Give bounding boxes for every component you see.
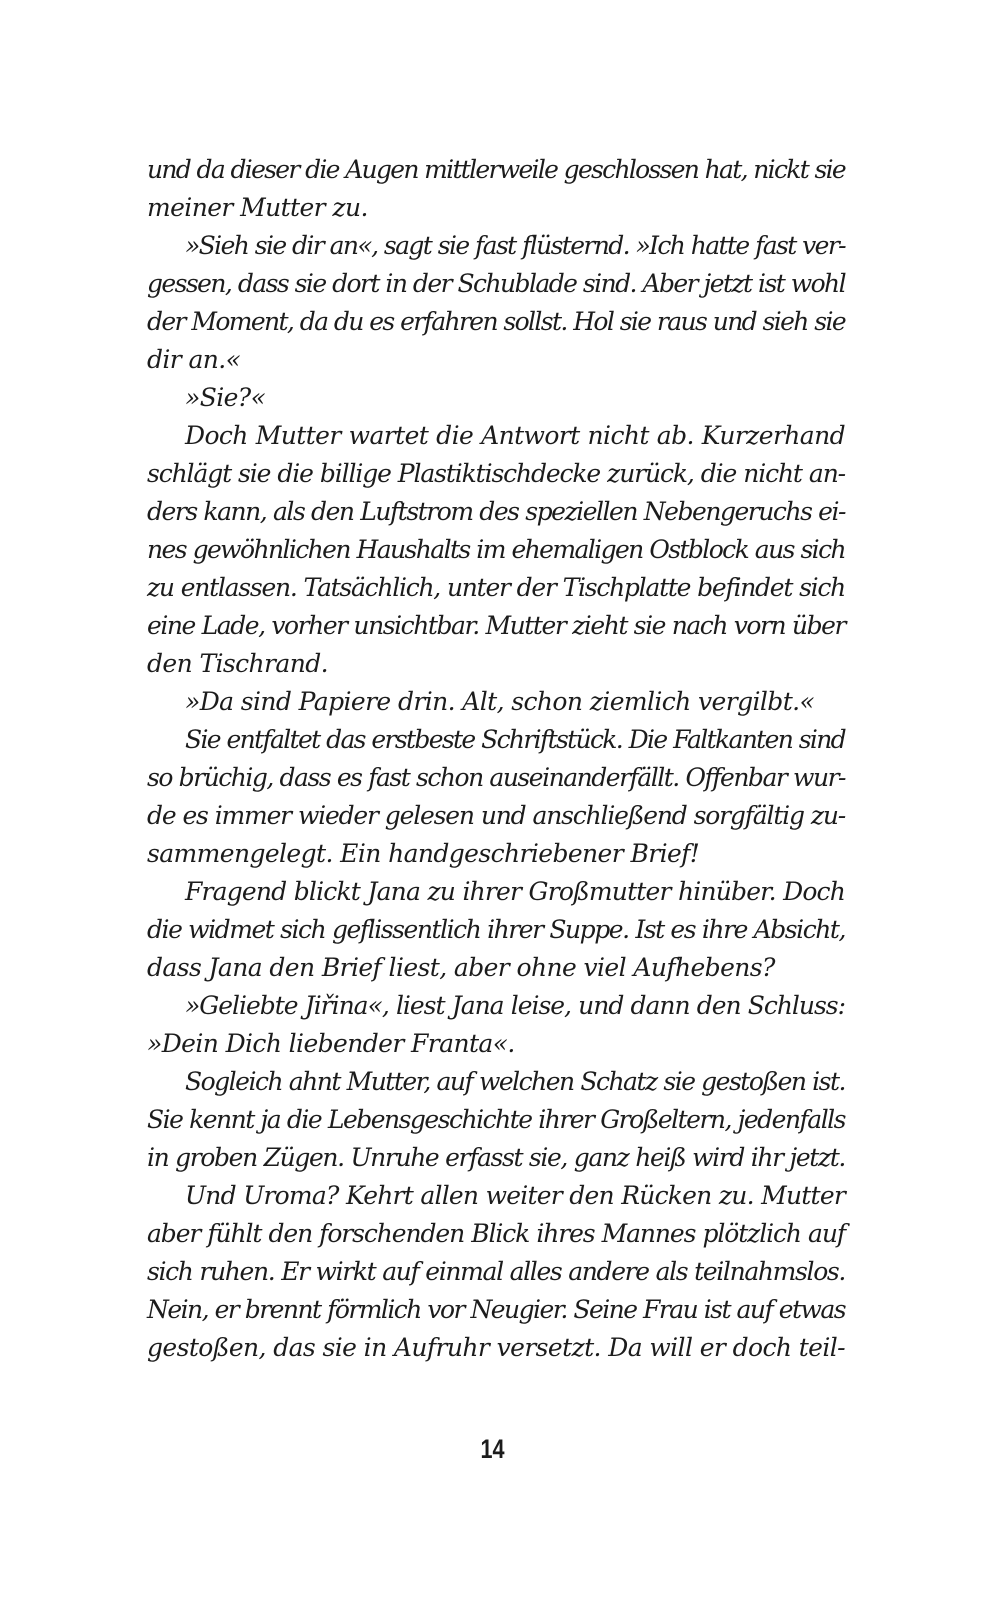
- text-line: »Dein Dich liebender Franta«.: [147, 1029, 515, 1058]
- text-line: dir an.«: [147, 345, 241, 374]
- text-line: so brüchig, dass es fast schon auseinanderfällt. Offenbar wur-: [147, 763, 845, 792]
- page-number: 14: [480, 1434, 505, 1464]
- text-line: Sogleich ahnt Mutter, auf welchen Schatz sie gestoßen ist.: [185, 1067, 845, 1096]
- text-line: schlägt sie die billige Plastiktischdecke zurück, die nicht an-: [147, 459, 845, 488]
- text-line: Und Uroma? Kehrt allen weiter den Rücken zu. Mutter: [185, 1181, 845, 1210]
- text-line: der Moment, da du es erfahren sollst. Hol sie raus und sieh sie: [147, 307, 845, 336]
- text-line: »Geliebte Jiřina«, liest Jana leise, und dann den Schluss:: [185, 991, 845, 1020]
- text-line: aber fühlt den forschenden Blick ihres Mannes plötzlich auf: [147, 1219, 845, 1248]
- text-line: Sie kennt ja die Lebensgeschichte ihrer Großeltern, jedenfalls: [147, 1105, 845, 1134]
- text-line: de es immer wieder gelesen und anschließend sorgfältig zu-: [147, 801, 845, 830]
- text-line: »Da sind Papiere drin. Alt, schon ziemlich vergilbt.«: [185, 687, 815, 716]
- text-line: »Sieh sie dir an«, sagt sie fast flüsternd. »Ich hatte fast ver-: [185, 231, 845, 260]
- text-line: Sie entfaltet das erstbeste Schriftstück. Die Faltkanten sind: [185, 725, 845, 754]
- text-line: meiner Mutter zu.: [147, 193, 368, 222]
- text-line: »Sie?«: [185, 383, 266, 412]
- text-line: gestoßen, das sie in Aufruhr versetzt. Da will er doch teil-: [147, 1333, 845, 1362]
- text-line: und da dieser die Augen mittlerweile geschlossen hat, nickt sie: [147, 155, 845, 184]
- text-line: zu entlassen. Tatsächlich, unter der Tischplatte befindet sich: [147, 573, 845, 602]
- text-line: sich ruhen. Er wirkt auf einmal alles andere als teilnahmslos.: [147, 1257, 845, 1286]
- text-line: dass Jana den Brief liest, aber ohne viel Aufhebens?: [147, 953, 775, 982]
- text-line: Fragend blickt Jana zu ihrer Großmutter hinüber. Doch: [185, 877, 845, 906]
- text-line: die widmet sich geflissentlich ihrer Suppe. Ist es ihre Absicht,: [147, 915, 845, 944]
- text-line: in groben Zügen. Unruhe erfasst sie, ganz heiß wird ihr jetzt.: [147, 1143, 845, 1172]
- text-line: ders kann, als den Luftstrom des speziellen Nebengeruchs ei-: [147, 497, 845, 526]
- text-line: Nein, er brennt förmlich vor Neugier. Seine Frau ist auf etwas: [147, 1295, 845, 1324]
- text-line: sammengelegt. Ein handgeschriebener Brief!: [147, 839, 700, 868]
- text-line: gessen, dass sie dort in der Schublade sind. Aber jetzt ist wohl: [147, 269, 845, 298]
- text-line: nes gewöhnlichen Haushalts im ehemaligen Ostblock aus sich: [147, 535, 845, 564]
- text-line: eine Lade, vorher unsichtbar. Mutter zieht sie nach vorn über: [147, 611, 845, 640]
- body-text: [147, 151, 845, 1367]
- text-line: den Tischrand.: [147, 649, 328, 678]
- text-line: Doch Mutter wartet die Antwort nicht ab. Kurzerhand: [185, 421, 845, 450]
